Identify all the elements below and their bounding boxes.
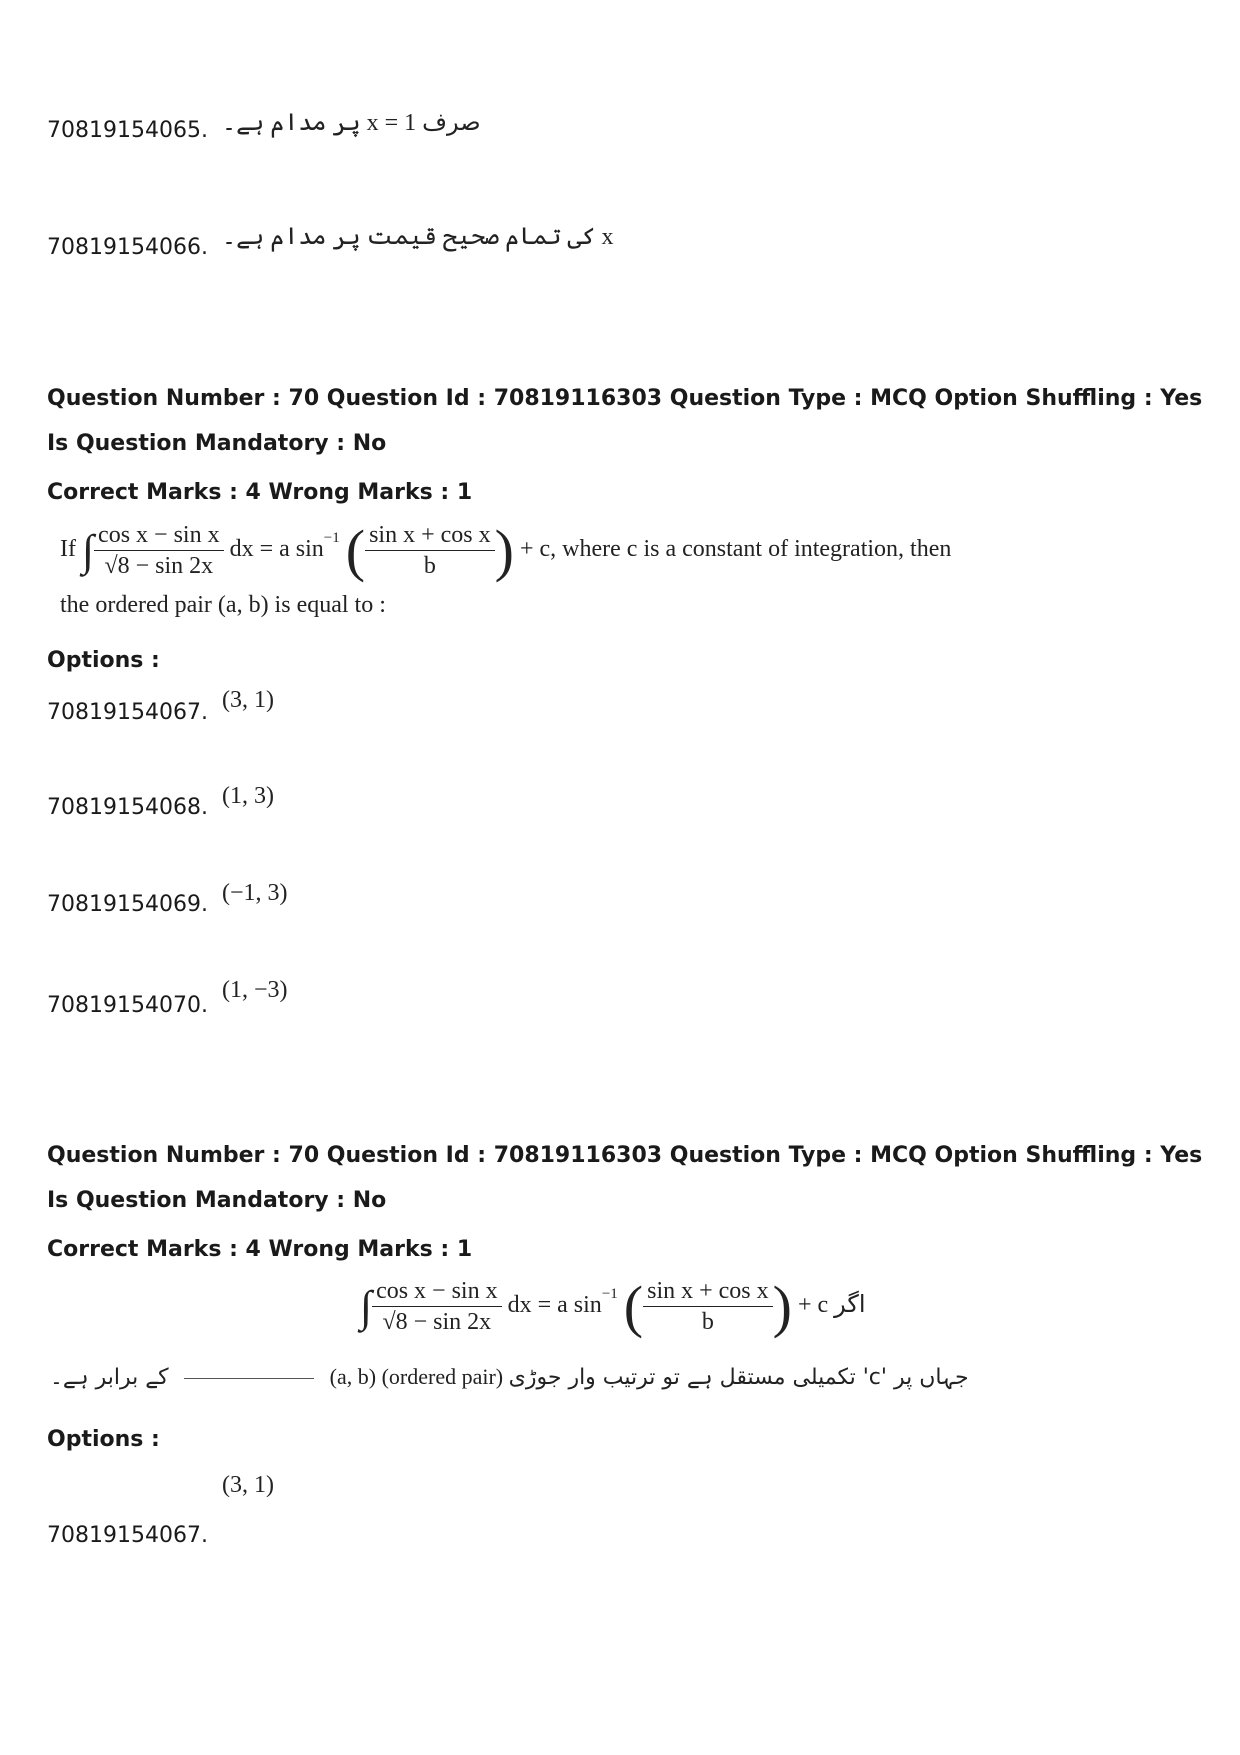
left-paren: (	[345, 517, 366, 583]
option-text: صرف x = 1 پر مدام ہے۔	[222, 110, 481, 136]
option-id: 70819154067.	[47, 700, 208, 725]
stem-tail: + c, where c is a constant of integration, then	[519, 536, 952, 563]
question-mandatory: Is Question Mandatory : No	[47, 431, 387, 456]
option-id: 70819154069.	[47, 892, 208, 917]
integrand-denominator: √8 − sin 2x	[382, 1309, 492, 1335]
question-marks: Correct Marks : 4 Wrong Marks : 1	[47, 480, 473, 505]
if-word: If	[60, 536, 76, 563]
integrand-fraction	[94, 520, 224, 581]
dx: dx	[229, 536, 254, 563]
question-stem-line2	[50, 1364, 969, 1390]
question-stem	[360, 1273, 866, 1339]
option-value: (3, 1)	[222, 687, 274, 713]
stem-ordered-pair: (a, b) (ordered pair)	[329, 1364, 504, 1389]
option-value: (1, −3)	[222, 977, 288, 1003]
integral-symbol: ∫	[360, 1281, 373, 1331]
option-value: (1, 3)	[222, 783, 274, 809]
inner-denominator: b	[423, 553, 436, 579]
integrand-denominator: √8 − sin 2x	[104, 553, 214, 579]
question-header: Question Number : 70 Question Id : 70819116303 Question Type : MCQ Option Shuffling : Yes	[47, 1143, 1203, 1168]
agar-word: اگر	[834, 1290, 866, 1319]
question-mandatory: Is Question Mandatory : No	[47, 1188, 387, 1213]
options-label: Options :	[47, 648, 160, 673]
option-id: 70819154068.	[47, 795, 208, 820]
question-header: Question Number : 70 Question Id : 70819116303 Question Type : MCQ Option Shuffling : Yes	[47, 386, 1203, 411]
integrand-numerator: cos x − sin x	[372, 1276, 502, 1307]
left-paren: (	[623, 1273, 644, 1339]
stem-urdu-right: جہاں پر 'c' تکمیلی مستقل ہے تو ترتیب وار جوڑی	[508, 1365, 969, 1390]
question-stem-line2: the ordered pair (a, b) is equal to :	[60, 592, 386, 618]
plus-c: + c	[797, 1292, 829, 1319]
right-paren: )	[772, 1273, 792, 1339]
inverse-exponent: −1	[323, 530, 340, 547]
inner-denominator: b	[701, 1309, 714, 1335]
dx: dx	[507, 1292, 532, 1319]
question-stem	[60, 517, 952, 583]
question-marks: Correct Marks : 4 Wrong Marks : 1	[47, 1237, 473, 1262]
options-label: Options :	[47, 1427, 160, 1452]
right-paren: )	[494, 517, 514, 583]
option-text: x کی تمام صحیح قیمت پر مدام ہے۔	[222, 224, 614, 250]
answer-blank	[184, 1378, 314, 1379]
inner-numerator: sin x + cos x	[365, 520, 495, 551]
integrand-numerator: cos x − sin x	[94, 520, 224, 551]
inner-fraction	[365, 520, 495, 581]
inner-numerator: sin x + cos x	[643, 1276, 773, 1307]
integrand-fraction	[372, 1276, 502, 1337]
inverse-exponent: −1	[601, 1286, 618, 1303]
equals-asin: = a sin	[259, 536, 324, 563]
option-id: 70819154065.	[47, 118, 208, 143]
option-id: 70819154066.	[47, 235, 208, 260]
option-id: 70819154067.	[47, 1523, 208, 1548]
equals-asin: = a sin	[537, 1292, 602, 1319]
option-id: 70819154070.	[47, 993, 208, 1018]
integral-symbol: ∫	[81, 525, 95, 575]
option-value: (3, 1)	[222, 1472, 274, 1498]
option-value: (−1, 3)	[222, 880, 288, 906]
stem-urdu-left: کے برابر ہے۔	[50, 1365, 169, 1390]
inner-fraction	[643, 1276, 773, 1337]
